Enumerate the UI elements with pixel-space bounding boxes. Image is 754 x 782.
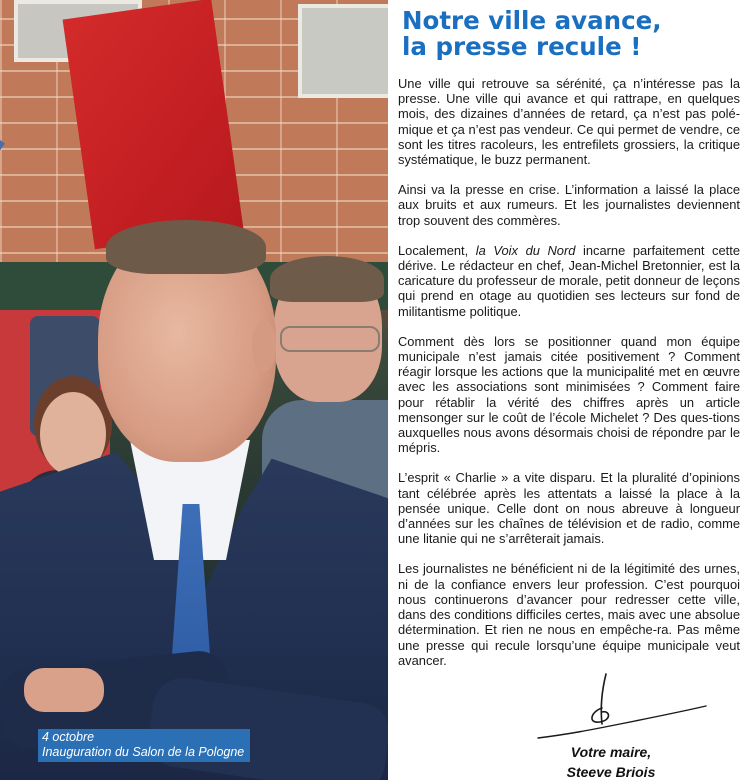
closing-title: Votre maire, — [570, 744, 652, 760]
closing-name: Steeve Briois — [566, 764, 656, 780]
mayor-hair — [106, 220, 266, 274]
paragraph-3 — [398, 243, 740, 319]
polish-flag — [63, 0, 244, 249]
paragraph-6: Les journalistes ne bénéficient ni de la légitimité des urnes, ni de la confiance envers leur profession. C’est pourquoi nous continuerons d’avancer pour redresser cette ville, dans des conditions difficiles certes, mais avec une absolue détermination. Et rien ne nous en empêche-ra. Pas même une presse qui recule lorsqu’une équipe municipale veut avancer. — [398, 561, 740, 668]
newspaper-name: la Voix du Nord — [475, 242, 576, 258]
paragraph-3-start: Localement, — [398, 242, 476, 258]
caption-text: Inauguration du Salon de la Pologne — [42, 745, 245, 759]
handwritten-signature — [530, 668, 710, 744]
signature-block — [536, 742, 686, 782]
paragraph-1: Une ville qui retrouve sa sérénité, ça n’intéresse pas la presse. Une ville qui avance et qui rattrape, en quelques mois, des dizaines d’années de retard, ça n’est pas polé-mique et ça n’est pas vendeur. Ce qui permet de vendre, ce sont les titres racoleurs, les entrefilets grossiers, la critique systématique, le buzz permanent. — [398, 76, 740, 168]
paragraph-4: Comment dès lors se positionner quand mon équipe municipale n’est jamais citée positivement ? Comment réagir lorsque les actions que la municipalité met en œuvre avec les associations sont minimisées ? Comment faire pour rétablir la vérité des chiffres après un article mensonger sur le coût de l’école Michelet ? Des ques-tions auxquelles nous avons désormais choisi de répondre par le mépris. — [398, 333, 740, 456]
article-body — [398, 76, 740, 683]
paragraph-3-rest: incarne parfaitement cette dérive. Le rédacteur en chef, Jean-Michel Bretonnier, est la caricature du professeur de morale, petit donneur de leçons qui prend en otage au quotidien ses lecteurs sur fond de militantisme politique. — [398, 242, 741, 319]
title-line-2: la presse recule ! — [402, 32, 642, 61]
glasses — [280, 326, 380, 352]
page-title — [402, 8, 662, 60]
mayor-hand — [24, 668, 104, 712]
title-line-1: Notre ville avance, — [402, 6, 662, 35]
paragraph-5: L’esprit « Charlie » a vite disparu. Et la pluralité d’opinions tant célébrée après les attentats a laissé la place à la pensée unique. Celle dont on nous abreuve à longueur d’années sur les chaînes de télévision et de radio, comme une litanie qui ne s’arrêterait jamais. — [398, 470, 740, 547]
paragraph-2: Ainsi va la presse en crise. L’information a laissé la place aux bruits et aux rumeurs. Et les journalistes deviennent trop souvent des commères. — [398, 182, 740, 228]
background-window — [298, 4, 388, 98]
photo-caption — [38, 729, 250, 762]
caption-date: 4 octobre — [42, 730, 95, 744]
mayor-ear — [252, 320, 276, 372]
background-person-hair — [270, 256, 384, 302]
